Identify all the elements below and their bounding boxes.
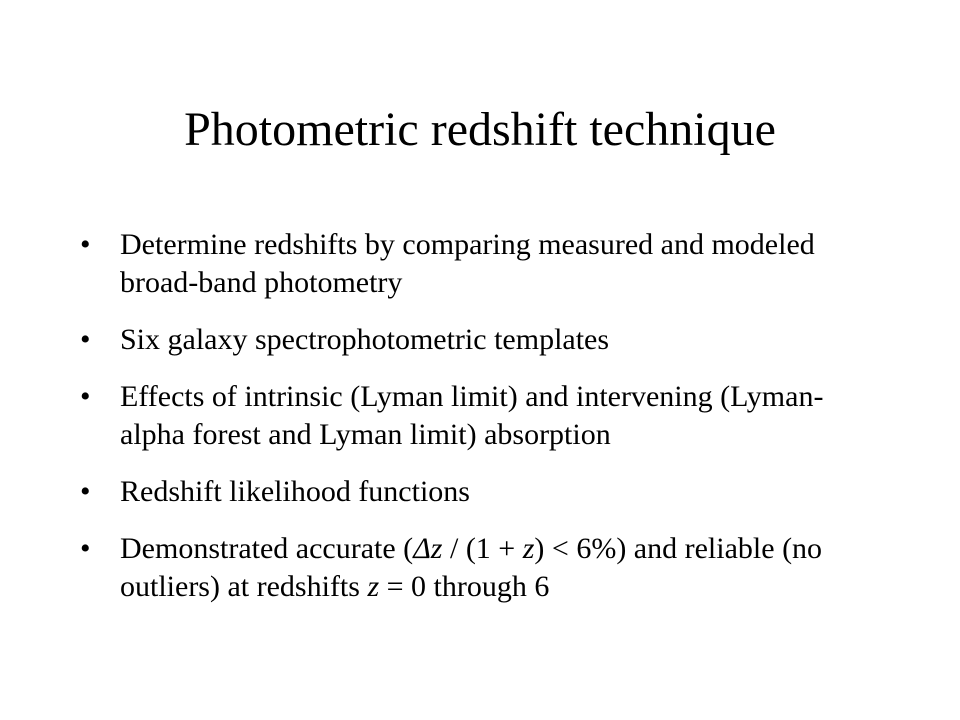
math-z: z [367,570,380,603]
bullet-marker: • [80,323,91,356]
math-z: z [522,532,535,565]
bullet-text-segment: ) < 6%) and reliable (no outliers) at redshifts [120,532,823,603]
bullet-text: Effects of intrinsic (Lyman limit) and intervening (Lyman-alpha forest and Lyman limit) absorption [120,380,824,451]
bullet-item [80,378,880,454]
bullet-marker: • [80,475,91,508]
bullet-list [80,226,880,625]
bullet-item [80,321,880,359]
bullet-text [120,530,880,606]
bullet-marker: • [80,532,91,565]
bullet-item [80,530,880,606]
bullet-text-segment: Demonstrated accurate ( [120,532,414,565]
bullet-marker: • [80,228,91,261]
bullet-item [80,473,880,511]
bullet-item [80,226,880,302]
bullet-marker: • [80,380,91,413]
bullet-text: Determine redshifts by comparing measured and modeled broad-band photometry [120,228,815,299]
slide-title: Photometric redshift technique [184,103,776,156]
bullet-text: Redshift likelihood functions [120,475,470,508]
bullet-text-segment: / (1 + [442,532,523,565]
bullet-text: Six galaxy spectrophotometric templates [120,323,610,356]
math-delta-z: Δz [413,532,443,565]
bullet-text-segment: = 0 through 6 [379,570,550,603]
